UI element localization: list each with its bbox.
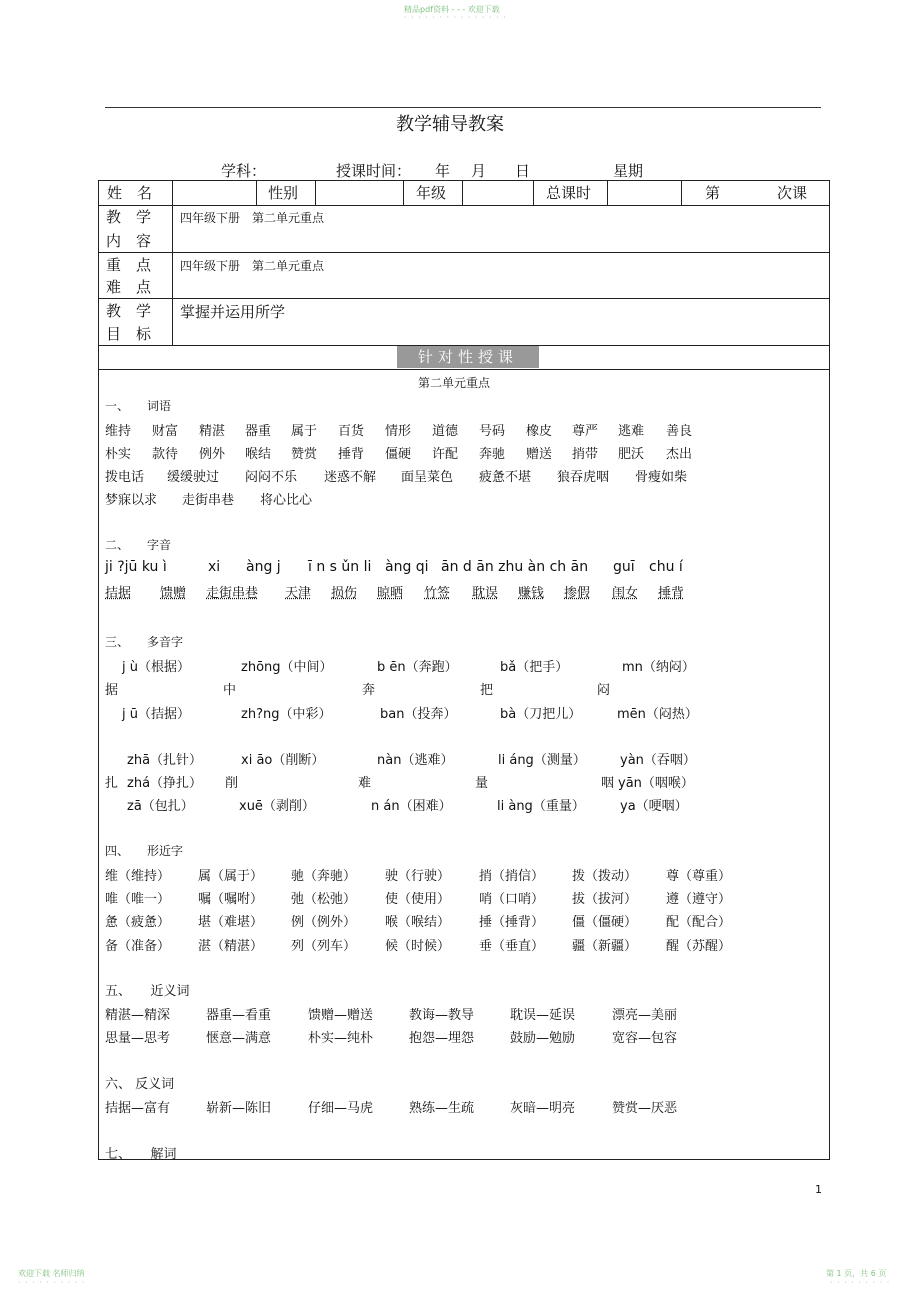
divider [462,180,463,205]
doc-title: 教学辅导教案 [396,114,504,135]
row-label: 难 点 [106,278,152,296]
weekday-label: 星期 [613,162,644,180]
time-label: 授课时间： [336,162,412,180]
divider [315,180,316,205]
divider [403,180,404,205]
row-label: 教 学 [106,208,152,226]
divider [533,180,534,205]
lesson-ordinal-label: 第 [705,184,721,202]
watermark-dots: · · · · · · · · · · · · · · · [404,13,507,22]
header-rule [105,107,821,108]
section-title: 三、 多音字 [105,635,184,649]
goal-value: 掌握并运用所学 [180,303,286,321]
content-heading: 第二单元重点 [418,376,491,390]
total-hours-label: 总课时 [546,184,592,202]
watermark-dots-left: · · · · · · · · · · [18,1278,86,1287]
watermark-bottom-right: 第 1 页，共 6 页 [826,1269,887,1278]
divider [98,205,830,206]
divider [98,252,830,253]
watermark-dots-right: · · · · · · · · · [830,1278,891,1287]
section-title: 六、 反义词 [105,1077,175,1092]
month-label: 月 [471,162,487,180]
section-title: 五、 近义词 [105,984,190,999]
gender-label: 性别 [268,184,299,202]
row-label: 教 学 [106,302,152,320]
section-title: 一、 词语 [105,399,172,413]
watermark-bottom-left: 欢迎下载 名师归纳 [18,1269,85,1278]
watermark-top: 精品pdf资料 - - - 欢迎下载 [404,5,500,14]
divider [98,369,830,370]
section-title: 七、 解词 [105,1147,177,1162]
divider [256,180,257,205]
row-label: 重 点 [106,256,152,274]
section-title: 二、 字音 [105,538,172,552]
section-banner: 针对性授课 [397,346,539,368]
section-title: 四、 形近字 [105,844,184,858]
divider [98,298,830,299]
day-label: 日 [515,162,531,180]
divider [681,180,682,205]
row-label: 目 标 [106,325,152,343]
content-value: 四年级下册 第二单元重点 [180,211,325,225]
row-label: 内 容 [106,232,152,250]
name-label: 姓 名 [107,184,153,202]
subject-label: 学科： [221,162,267,180]
keypoint-value: 四年级下册 第二单元重点 [180,259,325,273]
divider [607,180,608,205]
page-number: 1 [815,1183,822,1196]
grade-label: 年级 [416,184,447,202]
year-label: 年 [435,162,451,180]
lesson-count-label: 次课 [777,184,808,202]
divider [172,180,173,345]
